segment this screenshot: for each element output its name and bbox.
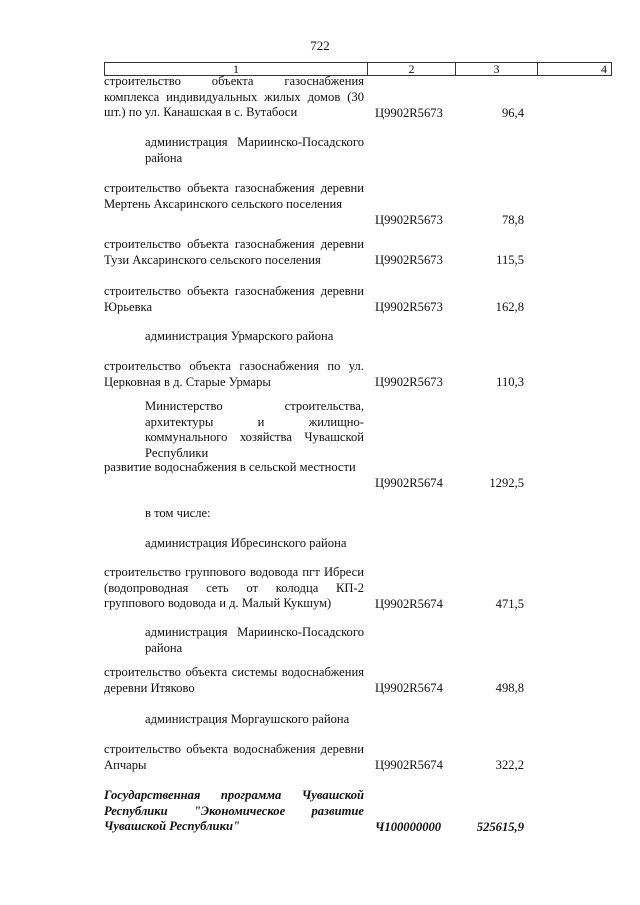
row-description: строительство объекта системы водоснабжения деревни Итяково — [104, 665, 364, 695]
column-header-3: 3 — [456, 63, 538, 76]
table-row — [104, 565, 534, 612]
row-code: Ц9902R5673 — [375, 299, 443, 314]
row-description: администрация Ибресинского района — [145, 536, 347, 550]
row-description: строительство объекта газоснабжения деревни Мертень Аксаринского сельского поселения — [104, 181, 364, 211]
row-value: 1292,5 — [489, 475, 524, 490]
row-code: Ц9902R5673 — [375, 212, 443, 227]
table-row — [104, 237, 534, 268]
page-number: 722 — [310, 38, 330, 53]
row-description: Министерство строительства, архитектуры и жилищно-коммунального хозяйства Чувашской Республики — [145, 399, 364, 460]
row-description: строительство объекта газоснабжения деревни Тузи Аксаринского сельского поселения — [104, 237, 364, 267]
row-code: Ц9902R5673 — [375, 105, 443, 120]
row-description: строительство объекта газоснабжения комплекса индивидуальных жилых домов (30 шт.) по ул. Канашская в с. Вутабоси — [104, 74, 364, 119]
row-description: в том числе: — [145, 506, 211, 520]
table-row — [104, 359, 534, 390]
row-code: Ц9902R5674 — [375, 757, 443, 772]
column-header-4: 4 — [538, 63, 612, 76]
row-description: строительство объекта водоснабжения деревни Апчары — [104, 742, 364, 772]
column-header-1: 1 — [105, 63, 368, 76]
row-value: 162,8 — [495, 299, 524, 314]
table-row — [104, 665, 534, 696]
row-description: строительство объекта газоснабжения по ул. Церковная в д. Старые Урмары — [104, 359, 364, 389]
row-value: 498,8 — [495, 680, 524, 695]
row-value: 525615,9 — [476, 819, 524, 834]
row-code: Ц9902R5673 — [375, 374, 443, 389]
row-description: администрация Урмарского района — [145, 329, 334, 343]
row-description: развитие водоснабжения в сельской местности — [104, 460, 356, 474]
row-code: Ч100000000 — [375, 819, 442, 834]
table-row — [104, 74, 534, 121]
row-code: Ц9902R5674 — [375, 680, 443, 695]
table-row — [104, 742, 534, 773]
row-value: 110,3 — [496, 374, 524, 389]
row-description: строительство группового водовода пгт Ибреси (водопроводная сеть от колодца КП-2 группового водовода и д. Малый Кукшум) — [104, 565, 364, 610]
row-value: 96,4 — [501, 105, 524, 120]
row-description: Государственная программа Чувашской Республики "Экономическое развитие Чувашской Республики" — [104, 788, 364, 833]
row-value: 115,5 — [496, 252, 524, 267]
row-value: 78,8 — [501, 212, 524, 227]
table-row — [104, 181, 534, 228]
row-code: Ц9902R5673 — [375, 252, 443, 267]
row-description: администрация Мариинско-Посадского района — [145, 135, 364, 165]
table-row-program-total — [104, 788, 534, 835]
row-code: Ц9902R5674 — [375, 596, 443, 611]
row-description: администрация Моргаушского района — [145, 712, 350, 726]
row-value: 471,5 — [495, 596, 524, 611]
row-code: Ц9902R5674 — [375, 475, 443, 490]
table-row — [104, 284, 534, 315]
column-header-2: 2 — [368, 63, 456, 76]
table-row — [104, 460, 534, 491]
row-value: 322,2 — [495, 757, 524, 772]
row-description: строительство объекта газоснабжения деревни Юрьевка — [104, 284, 364, 314]
row-description: администрация Мариинско-Посадского района — [145, 625, 364, 655]
